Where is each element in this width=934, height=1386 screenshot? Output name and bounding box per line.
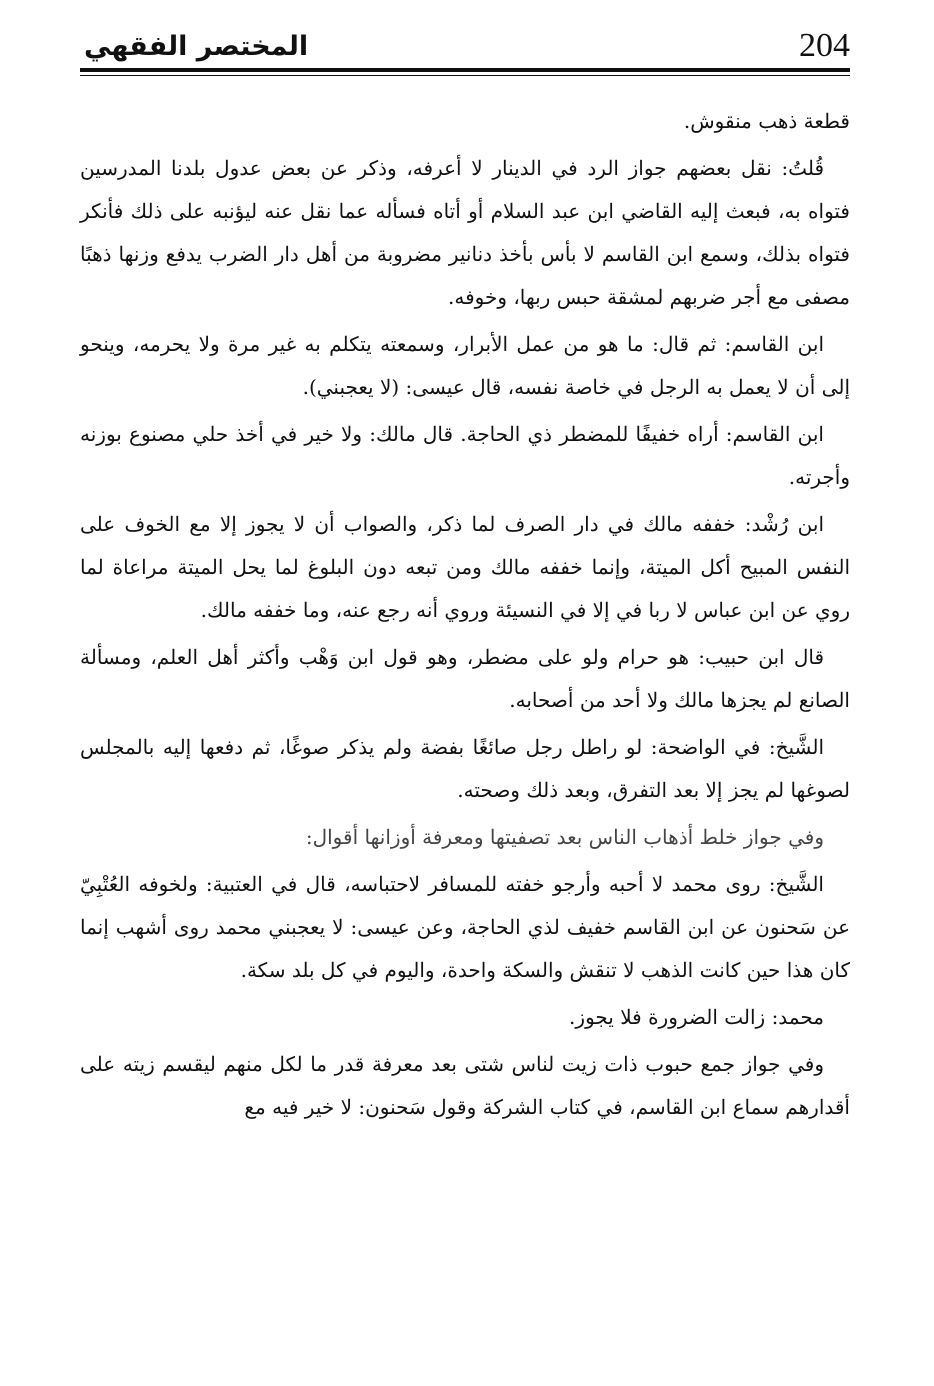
page-header: [84, 22, 850, 68]
header-rule-thin: [80, 75, 850, 76]
paragraph: قال ابن حبيب: هو حرام ولو على مضطر، وهو قول ابن وَهْب وأكثر أهل العلم، ومسألة الصانع لم يجزها مالك ولا أحد من أصحابه.: [80, 645, 850, 712]
header-rule-thick: [80, 68, 850, 72]
paragraph: قُلتُ: نقل بعضهم جواز الرد في الدينار لا أعرفه، وذكر عن بعض عدول بلدنا المدرسين فتواه به، فبعث إليه القاضي ابن عبد السلام أو أتاه فسأله عما نقل عنه ليؤنبه على ذلك فأنكر فتواه بذلك، وسمع ابن القاسم لا بأس بأخذ دنانير مضروبة من أهل دار الضرب يدفع وزنها ذهبًا مصفى مع أجر ضربهم لمشقة حبس ربها، وخوفه.: [80, 156, 850, 309]
paragraph: وفي جواز خلط أذهاب الناس بعد تصفيتها ومعرفة أوزانها أقوال:: [305, 825, 824, 849]
paragraph: ابن رُشْد: خففه مالك في دار الصرف لما ذكر، والصواب أن لا يجوز إلا مع الخوف على النفس المبيح أكل الميتة، وإنما خففه مالك ومن تبعه دون البلوغ لما يحل الميتة مراعاة لما روي عن ابن عباس لا ربا في إلا في النسيئة وروي أنه رجع عنه، وما خففه مالك.: [80, 512, 850, 622]
paragraph: محمد: زالت الضرورة فلا يجوز.: [569, 1005, 824, 1029]
paragraph: وفي جواز جمع حبوب ذات زيت لناس شتى بعد معرفة قدر ما لكل منهم ليقسم زيته على أقدارهم سماع ابن القاسم، في كتاب الشركة وقول سَحنون: لا خير فيه مع: [80, 1052, 850, 1119]
paragraph: ابن القاسم: أراه خفيفًا للمضطر ذي الحاجة. قال مالك: ولا خير في أخذ حلي مصنوع بوزنه وأجرته.: [80, 422, 850, 489]
paragraph: الشَّيخ: في الواضحة: لو راطل رجل صائغًا بفضة ولم يذكر صوغًا، ثم دفعها إليه بالمجلس لصوغها لم يجز إلا بعد التفرق، وبعد ذلك وصحته.: [80, 735, 850, 802]
paragraph: الشَّيخ: روى محمد لا أحبه وأرجو خفته للمسافر لاحتباسه، قال في العتبية: ولخوفه العُتْبِيّ عن سَحنون عن ابن القاسم خفيف لذي الحاجة، وعن عيسى: لا يعجبني محمد روى أشهب إنما كان هذا حين كانت الذهب لا تنقش والسكة واحدة، واليوم في كل بلد سكة.: [80, 872, 850, 982]
body-text: [80, 100, 850, 1133]
running-title: المختصر الفقهي: [84, 31, 309, 62]
paragraph: قطعة ذهب منقوش.: [683, 109, 850, 133]
paragraph: ابن القاسم: ثم قال: ما هو من عمل الأبرار، وسمعته يتكلم به غير مرة ولا يحرمه، وينحو إلى أن لا يعمل به الرجل في خاصة نفسه، قال عيسى: (لا يعجبني).: [80, 332, 850, 399]
page-number: 204: [799, 27, 850, 64]
